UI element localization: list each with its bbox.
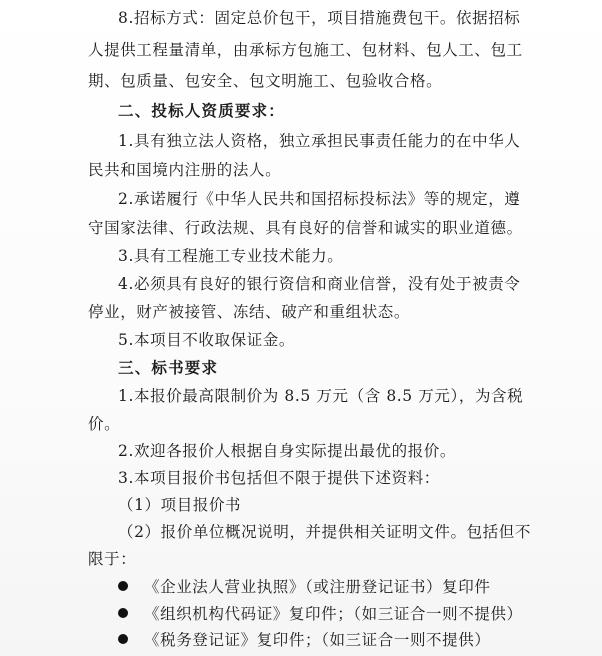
bullet-item — [118, 630, 490, 650]
paragraph-line: 8.招标方式：固定总价包干，项目措施费包干。依据招标 — [118, 9, 521, 27]
bullet-text: 《组织机构代码证》复印件；（如三证合一则不提供） — [144, 605, 523, 623]
paragraph-line: 3.本项目报价书包括但不限于提供下述资料： — [118, 469, 440, 487]
paragraph-line: （1）项目报价书 — [118, 496, 242, 514]
bullet-item — [118, 604, 523, 624]
paragraph-line: 2.承诺履行《中华人民共和国招标投标法》等的规定，遵 — [118, 190, 521, 208]
paragraph-line: 3.具有工程施工专业技术能力。 — [118, 247, 344, 265]
paragraph-line: 停业，财产被接管、冻结、破产和重组状态。 — [88, 303, 411, 321]
section-heading: 二、投标人资质要求： — [118, 101, 286, 120]
paragraph-line: （2）报价单位概况说明，并提供相关证明文件。包括但不 — [118, 523, 531, 541]
paragraph-line: 限于： — [88, 550, 137, 568]
paragraph-line: 4.必须具有良好的银行资信和商业信誉，没有处于被责令 — [118, 275, 521, 293]
paragraph-line: 民共和国境内注册的法人。 — [88, 161, 282, 179]
paragraph-line: 守国家法律、行政法规、具有良好的信誉和诚实的职业道德。 — [88, 219, 523, 237]
paragraph-line: 期、包质量、包安全、包文明施工、包验收合格。 — [88, 72, 443, 90]
paragraph-line: 价。 — [88, 415, 121, 433]
bullet-text: 《税务登记证》复印件；（如三证合一则不提供） — [144, 631, 491, 649]
paragraph-line: 1.本报价最高限制价为 8.5 万元（含 8.5 万元），为含税 — [118, 387, 524, 405]
section-heading: 三、标书要求 — [118, 358, 219, 377]
bullet-item — [118, 577, 490, 597]
bullet-dot-icon — [118, 608, 128, 618]
paragraph-line: 2.欢迎各报价人根据自身实际提出最优的报价。 — [118, 442, 456, 460]
bullet-text: 《企业法人营业执照》（或注册登记证书）复印件 — [144, 578, 491, 596]
paragraph-line: 5.本项目不收取保证金。 — [118, 331, 295, 349]
paragraph-line: 1.具有独立法人资格，独立承担民事责任能力的在中华人 — [118, 132, 521, 150]
bullet-dot-icon — [118, 581, 128, 591]
paragraph-line: 人提供工程量清单，由承标方包施工、包材料、包人工、包工 — [88, 41, 523, 59]
bullet-dot-icon — [118, 634, 128, 644]
